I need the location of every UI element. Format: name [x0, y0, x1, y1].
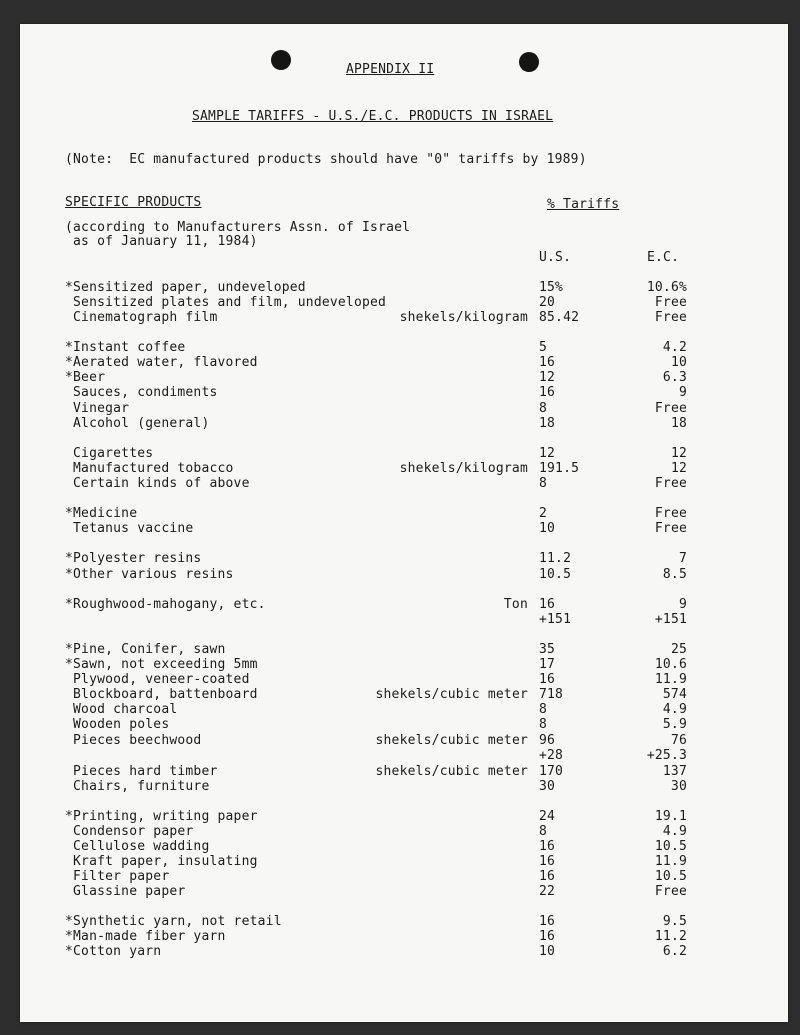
source-line-1: (according to Manufacturers Assn. of Israel: [65, 220, 411, 235]
row-us-tariff: 16: [539, 597, 556, 612]
row-product: Chairs, furniture: [65, 779, 210, 794]
row-ec-tariff: 11.9: [654, 854, 687, 869]
row-product: Condensor paper: [65, 824, 194, 839]
punch-hole-left: [271, 50, 291, 70]
document-page: [20, 24, 788, 1022]
row-us-tariff: 30: [539, 779, 556, 794]
row-ec-tariff: 6.3: [662, 370, 687, 385]
row-product: *Sensitized paper, undeveloped: [65, 280, 306, 295]
row-product: *Instant coffee: [65, 340, 186, 355]
row-us-tariff: 17: [539, 657, 556, 672]
row-unit: shekels/cubic meter: [375, 733, 528, 748]
row-ec-tariff: Free: [654, 506, 687, 521]
row-product: Manufactured tobacco: [65, 461, 234, 476]
row-product: Wood charcoal: [65, 702, 178, 717]
column-header-ec: E.C.: [647, 250, 680, 265]
row-us-tariff: 35: [539, 642, 556, 657]
row-us-tariff: +28: [539, 748, 564, 763]
punch-hole-right: [519, 52, 539, 72]
row-us-tariff: 18: [539, 416, 556, 431]
row-unit: shekels/kilogram: [399, 310, 528, 325]
row-product: Pieces hard timber: [65, 764, 218, 779]
row-ec-tariff: 11.2: [654, 929, 687, 944]
row-us-tariff: 2: [539, 506, 548, 521]
row-us-tariff: 5: [539, 340, 548, 355]
row-product: *Other various resins: [65, 567, 234, 582]
row-product: *Sawn, not exceeding 5mm: [65, 657, 258, 672]
row-us-tariff: 10: [539, 944, 556, 959]
row-us-tariff: 22: [539, 884, 556, 899]
row-us-tariff: 96: [539, 733, 556, 748]
row-us-tariff: 16: [539, 914, 556, 929]
section-heading: SPECIFIC PRODUCTS: [65, 195, 202, 210]
row-ec-tariff: 137: [662, 764, 687, 779]
note-text: (Note: EC manufactured products should have "0" tariffs by 1989): [65, 152, 587, 167]
row-product: *Aerated water, flavored: [65, 355, 258, 370]
row-us-tariff: 8: [539, 702, 548, 717]
row-ec-tariff: 12: [670, 446, 687, 461]
row-us-tariff: 16: [539, 929, 556, 944]
row-product: *Medicine: [65, 506, 138, 521]
row-product: Tetanus vaccine: [65, 521, 194, 536]
row-us-tariff: 170: [539, 764, 564, 779]
row-us-tariff: +151: [539, 612, 572, 627]
row-product: Kraft paper, insulating: [65, 854, 258, 869]
row-product: Filter paper: [65, 869, 170, 884]
row-us-tariff: 11.2: [539, 551, 572, 566]
row-ec-tariff: 4.9: [662, 702, 687, 717]
row-ec-tariff: 10.5: [654, 839, 687, 854]
tariffs-heading: % Tariffs: [547, 197, 620, 212]
row-product: Sauces, condiments: [65, 385, 218, 400]
row-ec-tariff: 18: [670, 416, 687, 431]
row-us-tariff: 16: [539, 355, 556, 370]
row-us-tariff: 12: [539, 446, 556, 461]
row-ec-tariff: 76: [670, 733, 687, 748]
row-product: Glassine paper: [65, 884, 186, 899]
row-product: *Synthetic yarn, not retail: [65, 914, 282, 929]
row-product: Cinematograph film: [65, 310, 218, 325]
row-product: *Polyester resins: [65, 551, 202, 566]
row-unit: shekels/cubic meter: [375, 764, 528, 779]
row-us-tariff: 16: [539, 672, 556, 687]
row-product: *Cotton yarn: [65, 944, 162, 959]
row-product: Certain kinds of above: [65, 476, 250, 491]
row-product: Wooden poles: [65, 717, 170, 732]
row-product: Sensitized plates and film, undeveloped: [65, 295, 387, 310]
row-ec-tariff: Free: [654, 401, 687, 416]
row-us-tariff: 8: [539, 401, 548, 416]
row-ec-tariff: Free: [654, 884, 687, 899]
row-ec-tariff: Free: [654, 521, 687, 536]
page-title: SAMPLE TARIFFS - U.S./E.C. PRODUCTS IN ISRAEL: [192, 109, 554, 124]
row-us-tariff: 12: [539, 370, 556, 385]
row-us-tariff: 85.42: [539, 310, 580, 325]
row-ec-tariff: +151: [654, 612, 687, 627]
row-us-tariff: 8: [539, 476, 548, 491]
row-us-tariff: 20: [539, 295, 556, 310]
row-ec-tariff: 11.9: [654, 672, 687, 687]
row-unit: shekels/kilogram: [399, 461, 528, 476]
row-us-tariff: 16: [539, 839, 556, 854]
row-ec-tariff: 4.9: [662, 824, 687, 839]
row-product: *Beer: [65, 370, 106, 385]
row-product: *Printing, writing paper: [65, 809, 258, 824]
row-ec-tariff: 10: [670, 355, 687, 370]
row-ec-tariff: 4.2: [662, 340, 687, 355]
row-ec-tariff: 19.1: [654, 809, 687, 824]
row-us-tariff: 10: [539, 521, 556, 536]
row-ec-tariff: 7: [678, 551, 687, 566]
row-ec-tariff: 10.6: [654, 657, 687, 672]
row-ec-tariff: 8.5: [662, 567, 687, 582]
source-line-2: as of January 11, 1984): [65, 234, 258, 249]
row-us-tariff: 718: [539, 687, 564, 702]
row-ec-tariff: 25: [670, 642, 687, 657]
row-us-tariff: 24: [539, 809, 556, 824]
row-us-tariff: 8: [539, 824, 548, 839]
row-us-tariff: 15%: [539, 280, 564, 295]
row-us-tariff: 16: [539, 854, 556, 869]
row-product: Vinegar: [65, 401, 130, 416]
row-us-tariff: 16: [539, 869, 556, 884]
row-ec-tariff: 9.5: [662, 914, 687, 929]
row-us-tariff: 16: [539, 385, 556, 400]
row-product: Cellulose wadding: [65, 839, 210, 854]
row-ec-tariff: 5.9: [662, 717, 687, 732]
row-product: Alcohol (general): [65, 416, 210, 431]
row-product: *Roughwood-mahogany, etc.: [65, 597, 266, 612]
row-unit: shekels/cubic meter: [375, 687, 528, 702]
row-product: *Man-made fiber yarn: [65, 929, 226, 944]
row-ec-tariff: 10.6%: [646, 280, 687, 295]
row-ec-tariff: Free: [654, 310, 687, 325]
row-product: Pieces beechwood: [65, 733, 202, 748]
row-ec-tariff: Free: [654, 295, 687, 310]
row-ec-tariff: 9: [678, 597, 687, 612]
row-ec-tariff: 9: [678, 385, 687, 400]
row-ec-tariff: 12: [670, 461, 687, 476]
row-us-tariff: 8: [539, 717, 548, 732]
row-ec-tariff: 6.2: [662, 944, 687, 959]
appendix-label: APPENDIX II: [346, 62, 435, 77]
row-ec-tariff: +25.3: [646, 748, 687, 763]
row-product: Cigarettes: [65, 446, 154, 461]
row-unit: Ton: [503, 597, 528, 612]
row-product: Blockboard, battenboard: [65, 687, 258, 702]
row-ec-tariff: 10.5: [654, 869, 687, 884]
column-header-us: U.S.: [539, 250, 572, 265]
row-ec-tariff: 30: [670, 779, 687, 794]
row-ec-tariff: 574: [662, 687, 687, 702]
row-ec-tariff: Free: [654, 476, 687, 491]
row-product: *Pine, Conifer, sawn: [65, 642, 226, 657]
row-product: Plywood, veneer-coated: [65, 672, 250, 687]
row-us-tariff: 10.5: [539, 567, 572, 582]
row-us-tariff: 191.5: [539, 461, 580, 476]
